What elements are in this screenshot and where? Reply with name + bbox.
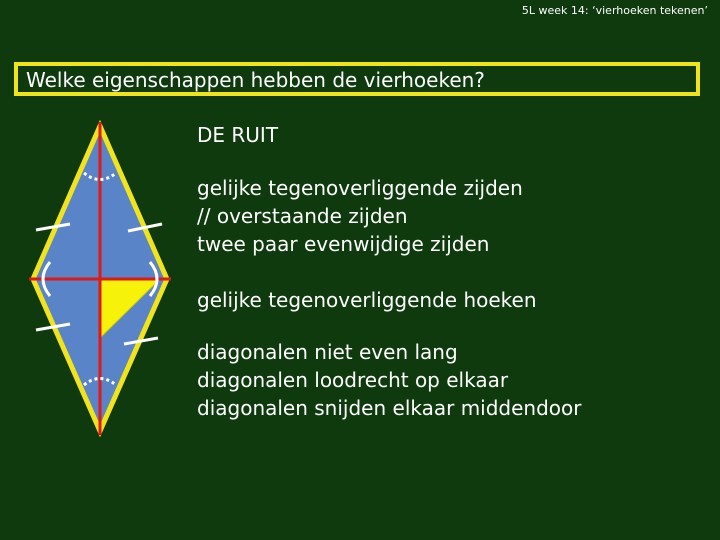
sides-line-equal: gelijke tegenoverliggende zijden	[197, 176, 523, 200]
diagonals-line-length: diagonalen niet even lang	[197, 340, 458, 364]
sides-properties	[197, 174, 523, 258]
slide-header: 5L week 14: ‘vierhoeken tekenen’	[521, 4, 708, 17]
shape-name: DE RUIT	[197, 123, 279, 147]
diagonals-line-bisect: diagonalen snijden elkaar middendoor	[197, 396, 582, 420]
angles-properties	[197, 286, 537, 314]
diagonals-line-perpendicular: diagonalen loodrecht op elkaar	[197, 368, 509, 392]
sides-line-parallel-symbol: // overstaande zijden	[197, 204, 408, 228]
sides-line-two-pairs: twee paar evenwijdige zijden	[197, 232, 490, 256]
diagonals-properties	[197, 338, 582, 422]
slide-title: Welke eigenschappen hebben de vierhoeken?	[26, 68, 485, 92]
shape-name-block	[197, 121, 278, 149]
angles-line-equal: gelijke tegenoverliggende hoeken	[197, 288, 537, 312]
